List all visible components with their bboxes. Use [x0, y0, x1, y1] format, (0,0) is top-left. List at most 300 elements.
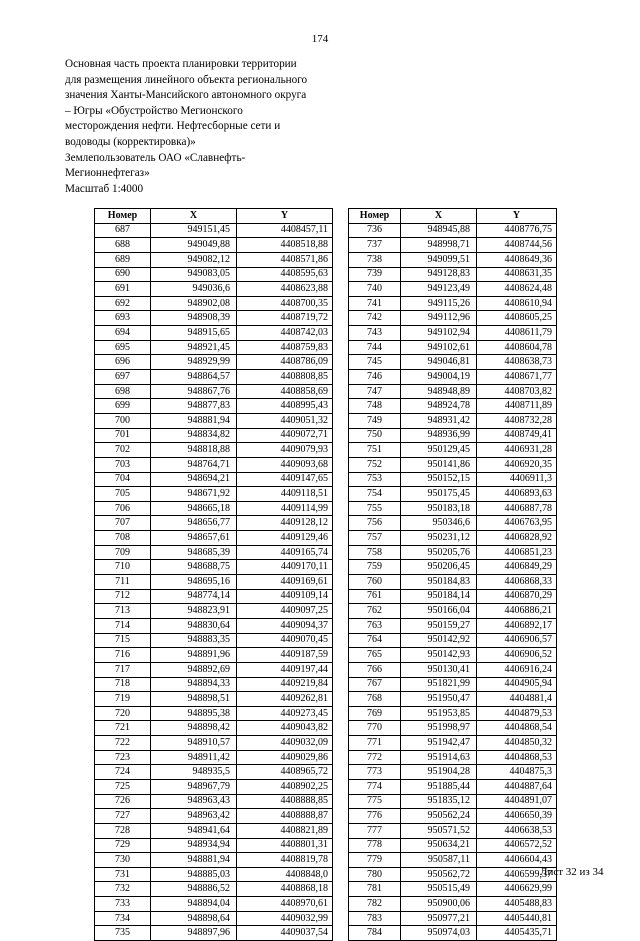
x-coordinate: 949036,6 — [151, 282, 237, 297]
table-row — [95, 296, 333, 311]
x-coordinate: 949102,94 — [401, 326, 477, 341]
point-number: 781 — [349, 882, 401, 897]
x-coordinate: 948895,38 — [151, 706, 237, 721]
table-row — [349, 823, 557, 838]
y-coordinate: 4406870,29 — [477, 589, 557, 604]
x-coordinate: 948881,94 — [151, 853, 237, 868]
y-coordinate: 4406892,17 — [477, 618, 557, 633]
x-coordinate: 948898,51 — [151, 692, 237, 707]
point-number: 756 — [349, 516, 401, 531]
table-row — [349, 516, 557, 531]
y-coordinate: 4404875,3 — [477, 765, 557, 780]
point-number: 692 — [95, 296, 151, 311]
y-coordinate: 4406604,43 — [477, 853, 557, 868]
point-number: 703 — [95, 457, 151, 472]
point-number: 748 — [349, 399, 401, 414]
table-row — [349, 501, 557, 516]
y-coordinate: 4409170,11 — [237, 560, 333, 575]
table-row — [95, 370, 333, 385]
table-row — [349, 779, 557, 794]
point-number: 728 — [95, 823, 151, 838]
table-row — [349, 384, 557, 399]
y-coordinate: 4404881,4 — [477, 692, 557, 707]
point-number: 762 — [349, 604, 401, 619]
y-coordinate: 4409072,71 — [237, 428, 333, 443]
y-coordinate: 4408888,87 — [237, 809, 333, 824]
table-row — [95, 575, 333, 590]
x-coordinate: 949128,83 — [401, 267, 477, 282]
y-coordinate: 4409109,14 — [237, 589, 333, 604]
point-number: 782 — [349, 897, 401, 912]
y-coordinate: 4409128,12 — [237, 516, 333, 531]
x-coordinate: 948963,43 — [151, 794, 237, 809]
point-number: 690 — [95, 267, 151, 282]
table-row — [349, 926, 557, 941]
y-coordinate: 4408605,25 — [477, 311, 557, 326]
point-number: 766 — [349, 662, 401, 677]
x-coordinate: 948936,99 — [401, 428, 477, 443]
point-number: 717 — [95, 662, 151, 677]
table-row — [349, 252, 557, 267]
y-coordinate: 4408868,18 — [237, 882, 333, 897]
y-coordinate: 4409070,45 — [237, 633, 333, 648]
point-number: 750 — [349, 428, 401, 443]
table-row — [349, 648, 557, 663]
table-row — [349, 765, 557, 780]
point-number: 696 — [95, 355, 151, 370]
y-coordinate: 4408595,63 — [237, 267, 333, 282]
x-coordinate: 950166,04 — [401, 604, 477, 619]
table-row — [349, 867, 557, 882]
point-number: 708 — [95, 531, 151, 546]
table-row — [95, 355, 333, 370]
point-number: 759 — [349, 560, 401, 575]
y-coordinate: 4408970,61 — [237, 897, 333, 912]
point-number: 752 — [349, 457, 401, 472]
x-coordinate: 948897,96 — [151, 926, 237, 941]
point-number: 700 — [95, 413, 151, 428]
table-row — [95, 311, 333, 326]
point-number: 706 — [95, 501, 151, 516]
table-row — [349, 604, 557, 619]
table-row — [95, 750, 333, 765]
y-coordinate: 4405440,81 — [477, 911, 557, 926]
point-number: 716 — [95, 648, 151, 663]
table-row — [349, 355, 557, 370]
point-number: 714 — [95, 618, 151, 633]
y-coordinate: 4404887,64 — [477, 779, 557, 794]
coordinates-table-right — [348, 208, 557, 941]
x-coordinate: 949004,19 — [401, 370, 477, 385]
x-coordinate: 948894,04 — [151, 897, 237, 912]
point-number: 736 — [349, 223, 401, 238]
y-coordinate: 4409165,74 — [237, 545, 333, 560]
x-coordinate: 948694,21 — [151, 472, 237, 487]
x-coordinate: 950205,76 — [401, 545, 477, 560]
x-coordinate: 948908,39 — [151, 311, 237, 326]
y-coordinate: 4409273,45 — [237, 706, 333, 721]
table-row — [349, 443, 557, 458]
y-coordinate: 4409118,51 — [237, 487, 333, 502]
x-coordinate: 948883,35 — [151, 633, 237, 648]
point-number: 778 — [349, 838, 401, 853]
point-number: 773 — [349, 765, 401, 780]
x-coordinate: 951821,99 — [401, 677, 477, 692]
y-coordinate: 4409114,99 — [237, 501, 333, 516]
x-coordinate: 948877,83 — [151, 399, 237, 414]
column-header-y: Y — [477, 209, 557, 224]
x-coordinate: 948945,88 — [401, 223, 477, 238]
table-row — [95, 926, 333, 941]
y-coordinate: 4406887,78 — [477, 501, 557, 516]
x-coordinate: 948774,14 — [151, 589, 237, 604]
table-row — [349, 282, 557, 297]
point-number: 741 — [349, 296, 401, 311]
point-number: 688 — [95, 238, 151, 253]
header-line: значения Ханты-Мансийского автономного округа — [65, 89, 307, 102]
y-coordinate: 4406916,24 — [477, 662, 557, 677]
y-coordinate: 4408703,82 — [477, 384, 557, 399]
y-coordinate: 4408671,77 — [477, 370, 557, 385]
point-number: 767 — [349, 677, 401, 692]
point-number: 730 — [95, 853, 151, 868]
y-coordinate: 4408742,03 — [237, 326, 333, 341]
x-coordinate: 948656,77 — [151, 516, 237, 531]
table-row — [95, 516, 333, 531]
table-row — [349, 311, 557, 326]
table-row — [349, 911, 557, 926]
x-coordinate: 951904,28 — [401, 765, 477, 780]
x-coordinate: 950142,92 — [401, 633, 477, 648]
point-number: 770 — [349, 721, 401, 736]
x-coordinate: 948931,42 — [401, 413, 477, 428]
y-coordinate: 4408821,89 — [237, 823, 333, 838]
point-number: 694 — [95, 326, 151, 341]
y-coordinate: 4408965,72 — [237, 765, 333, 780]
page-number: 174 — [311, 33, 329, 45]
x-coordinate: 950175,45 — [401, 487, 477, 502]
table-row — [349, 897, 557, 912]
point-number: 769 — [349, 706, 401, 721]
y-coordinate: 4406828,92 — [477, 531, 557, 546]
point-number: 737 — [349, 238, 401, 253]
point-number: 751 — [349, 443, 401, 458]
y-coordinate: 4406906,57 — [477, 633, 557, 648]
y-coordinate: 4408719,72 — [237, 311, 333, 326]
table-row — [95, 897, 333, 912]
x-coordinate: 950129,45 — [401, 443, 477, 458]
point-number: 749 — [349, 413, 401, 428]
y-coordinate: 4409032,99 — [237, 911, 333, 926]
table-row — [95, 692, 333, 707]
y-coordinate: 4408638,73 — [477, 355, 557, 370]
x-coordinate: 950159,27 — [401, 618, 477, 633]
table-row — [349, 794, 557, 809]
y-coordinate: 4408518,88 — [237, 238, 333, 253]
x-coordinate: 948898,42 — [151, 721, 237, 736]
point-number: 775 — [349, 794, 401, 809]
x-coordinate: 950977,21 — [401, 911, 477, 926]
table-header-row — [349, 209, 557, 224]
y-coordinate: 4404868,54 — [477, 721, 557, 736]
table-header-row — [95, 209, 333, 224]
table-row — [95, 560, 333, 575]
table-row — [95, 823, 333, 838]
x-coordinate: 948864,57 — [151, 370, 237, 385]
table-row — [349, 267, 557, 282]
point-number: 710 — [95, 560, 151, 575]
point-number: 729 — [95, 838, 151, 853]
point-number: 697 — [95, 370, 151, 385]
point-number: 693 — [95, 311, 151, 326]
table-row — [349, 340, 557, 355]
table-row — [349, 736, 557, 751]
x-coordinate: 948823,91 — [151, 604, 237, 619]
y-coordinate: 4408631,35 — [477, 267, 557, 282]
x-coordinate: 951914,63 — [401, 750, 477, 765]
x-coordinate: 950900,06 — [401, 897, 477, 912]
point-number: 772 — [349, 750, 401, 765]
y-coordinate: 4408732,28 — [477, 413, 557, 428]
y-coordinate: 4408624,48 — [477, 282, 557, 297]
table-row — [95, 413, 333, 428]
x-coordinate: 948891,96 — [151, 648, 237, 663]
point-number: 758 — [349, 545, 401, 560]
y-coordinate: 4406868,33 — [477, 575, 557, 590]
x-coordinate: 948921,45 — [151, 340, 237, 355]
point-number: 740 — [349, 282, 401, 297]
point-number: 712 — [95, 589, 151, 604]
y-coordinate: 4409051,32 — [237, 413, 333, 428]
table-row — [349, 223, 557, 238]
y-coordinate: 4408749,41 — [477, 428, 557, 443]
point-number: 722 — [95, 736, 151, 751]
x-coordinate: 948929,99 — [151, 355, 237, 370]
point-number: 745 — [349, 355, 401, 370]
table-row — [95, 501, 333, 516]
table-row — [95, 604, 333, 619]
x-coordinate: 950515,49 — [401, 882, 477, 897]
y-coordinate: 4409029,86 — [237, 750, 333, 765]
table-row — [95, 721, 333, 736]
y-coordinate: 4404879,53 — [477, 706, 557, 721]
x-coordinate: 949115,26 — [401, 296, 477, 311]
table-row — [349, 370, 557, 385]
table-row — [95, 677, 333, 692]
table-row — [349, 721, 557, 736]
point-number: 715 — [95, 633, 151, 648]
point-number: 747 — [349, 384, 401, 399]
y-coordinate: 4408571,86 — [237, 252, 333, 267]
header-line: – Югры «Обустройство Мегионского — [65, 104, 243, 117]
x-coordinate: 948941,64 — [151, 823, 237, 838]
y-coordinate: 4406906,52 — [477, 648, 557, 663]
x-coordinate: 951835,12 — [401, 794, 477, 809]
point-number: 777 — [349, 823, 401, 838]
table-row — [95, 252, 333, 267]
table-row — [95, 267, 333, 282]
x-coordinate: 948935,5 — [151, 765, 237, 780]
table-row — [349, 560, 557, 575]
y-coordinate: 4408611,79 — [477, 326, 557, 341]
x-coordinate: 949083,05 — [151, 267, 237, 282]
y-coordinate: 4409129,46 — [237, 531, 333, 546]
column-header-number: Номер — [349, 209, 401, 224]
point-number: 731 — [95, 867, 151, 882]
point-number: 734 — [95, 911, 151, 926]
header-line: месторождения нефти. Нефтесборные сети и — [65, 120, 281, 133]
y-coordinate: 4408786,09 — [237, 355, 333, 370]
table-row — [349, 662, 557, 677]
table-row — [349, 692, 557, 707]
y-coordinate: 4408610,94 — [477, 296, 557, 311]
point-number: 780 — [349, 867, 401, 882]
x-coordinate: 949102,61 — [401, 340, 477, 355]
table-row — [95, 867, 333, 882]
point-number: 705 — [95, 487, 151, 502]
point-number: 704 — [95, 472, 151, 487]
y-coordinate: 4408848,0 — [237, 867, 333, 882]
table-row — [349, 326, 557, 341]
point-number: 739 — [349, 267, 401, 282]
point-number: 783 — [349, 911, 401, 926]
table-row — [95, 809, 333, 824]
x-coordinate: 948910,57 — [151, 736, 237, 751]
point-number: 719 — [95, 692, 151, 707]
x-coordinate: 950571,52 — [401, 823, 477, 838]
table-row — [95, 531, 333, 546]
y-coordinate: 4406629,99 — [477, 882, 557, 897]
x-coordinate: 948688,75 — [151, 560, 237, 575]
y-coordinate: 4409079,93 — [237, 443, 333, 458]
x-coordinate: 948963,42 — [151, 809, 237, 824]
x-coordinate: 949112,96 — [401, 311, 477, 326]
y-coordinate: 4408819,78 — [237, 853, 333, 868]
point-number: 695 — [95, 340, 151, 355]
table-row — [95, 589, 333, 604]
point-number: 718 — [95, 677, 151, 692]
point-number: 691 — [95, 282, 151, 297]
column-header-x: X — [401, 209, 477, 224]
x-coordinate: 948892,69 — [151, 662, 237, 677]
table-row — [95, 765, 333, 780]
header-line: Мегионнефтегаз» — [65, 167, 150, 180]
table-row — [349, 487, 557, 502]
table-row — [349, 413, 557, 428]
y-coordinate: 4408995,43 — [237, 399, 333, 414]
table-row — [349, 589, 557, 604]
x-coordinate: 950184,14 — [401, 589, 477, 604]
y-coordinate: 4408776,75 — [477, 223, 557, 238]
coordinates-table-left — [94, 208, 333, 941]
x-coordinate: 950183,18 — [401, 501, 477, 516]
y-coordinate: 4408457,11 — [237, 223, 333, 238]
point-number: 743 — [349, 326, 401, 341]
x-coordinate: 948967,79 — [151, 779, 237, 794]
table-row — [349, 428, 557, 443]
y-coordinate: 4404850,32 — [477, 736, 557, 751]
point-number: 738 — [349, 252, 401, 267]
table-row — [95, 882, 333, 897]
table-row — [95, 545, 333, 560]
table-row — [349, 296, 557, 311]
point-number: 689 — [95, 252, 151, 267]
y-coordinate: 4406638,53 — [477, 823, 557, 838]
y-coordinate: 4404891,07 — [477, 794, 557, 809]
point-number: 774 — [349, 779, 401, 794]
table-row — [95, 853, 333, 868]
point-number: 735 — [95, 926, 151, 941]
x-coordinate: 949046,81 — [401, 355, 477, 370]
x-coordinate: 948764,71 — [151, 457, 237, 472]
table-row — [349, 238, 557, 253]
table-row — [95, 633, 333, 648]
sheet-number: Лист 32 из 34 — [540, 866, 604, 878]
x-coordinate: 948885,03 — [151, 867, 237, 882]
y-coordinate: 4408700,35 — [237, 296, 333, 311]
table-row — [95, 472, 333, 487]
x-coordinate: 948685,39 — [151, 545, 237, 560]
point-number: 721 — [95, 721, 151, 736]
table-row — [95, 457, 333, 472]
point-number: 702 — [95, 443, 151, 458]
table-row — [95, 399, 333, 414]
y-coordinate: 4406851,23 — [477, 545, 557, 560]
x-coordinate: 950142,93 — [401, 648, 477, 663]
table-row — [95, 384, 333, 399]
x-coordinate: 948657,61 — [151, 531, 237, 546]
x-coordinate: 950206,45 — [401, 560, 477, 575]
x-coordinate: 950562,72 — [401, 867, 477, 882]
point-number: 744 — [349, 340, 401, 355]
y-coordinate: 4409043,82 — [237, 721, 333, 736]
x-coordinate: 949049,88 — [151, 238, 237, 253]
point-number: 761 — [349, 589, 401, 604]
point-number: 764 — [349, 633, 401, 648]
y-coordinate: 4406849,29 — [477, 560, 557, 575]
y-coordinate: 4404868,53 — [477, 750, 557, 765]
y-coordinate: 4409037,54 — [237, 926, 333, 941]
x-coordinate: 948894,33 — [151, 677, 237, 692]
table-row — [95, 487, 333, 502]
point-number: 725 — [95, 779, 151, 794]
y-coordinate: 4409032,09 — [237, 736, 333, 751]
table-row — [349, 472, 557, 487]
y-coordinate: 4409093,68 — [237, 457, 333, 472]
x-coordinate: 950974,03 — [401, 926, 477, 941]
y-coordinate: 4408759,83 — [237, 340, 333, 355]
y-coordinate: 4406763,95 — [477, 516, 557, 531]
point-number: 724 — [95, 765, 151, 780]
y-coordinate: 4406911,3 — [477, 472, 557, 487]
y-coordinate: 4405435,71 — [477, 926, 557, 941]
x-coordinate: 951942,47 — [401, 736, 477, 751]
point-number: 760 — [349, 575, 401, 590]
point-number: 763 — [349, 618, 401, 633]
y-coordinate: 4409094,37 — [237, 618, 333, 633]
point-number: 779 — [349, 853, 401, 868]
table-row — [349, 677, 557, 692]
x-coordinate: 948924,78 — [401, 399, 477, 414]
table-row — [95, 838, 333, 853]
point-number: 754 — [349, 487, 401, 502]
point-number: 755 — [349, 501, 401, 516]
point-number: 727 — [95, 809, 151, 824]
x-coordinate: 951885,44 — [401, 779, 477, 794]
point-number: 707 — [95, 516, 151, 531]
x-coordinate: 948902,08 — [151, 296, 237, 311]
point-number: 709 — [95, 545, 151, 560]
